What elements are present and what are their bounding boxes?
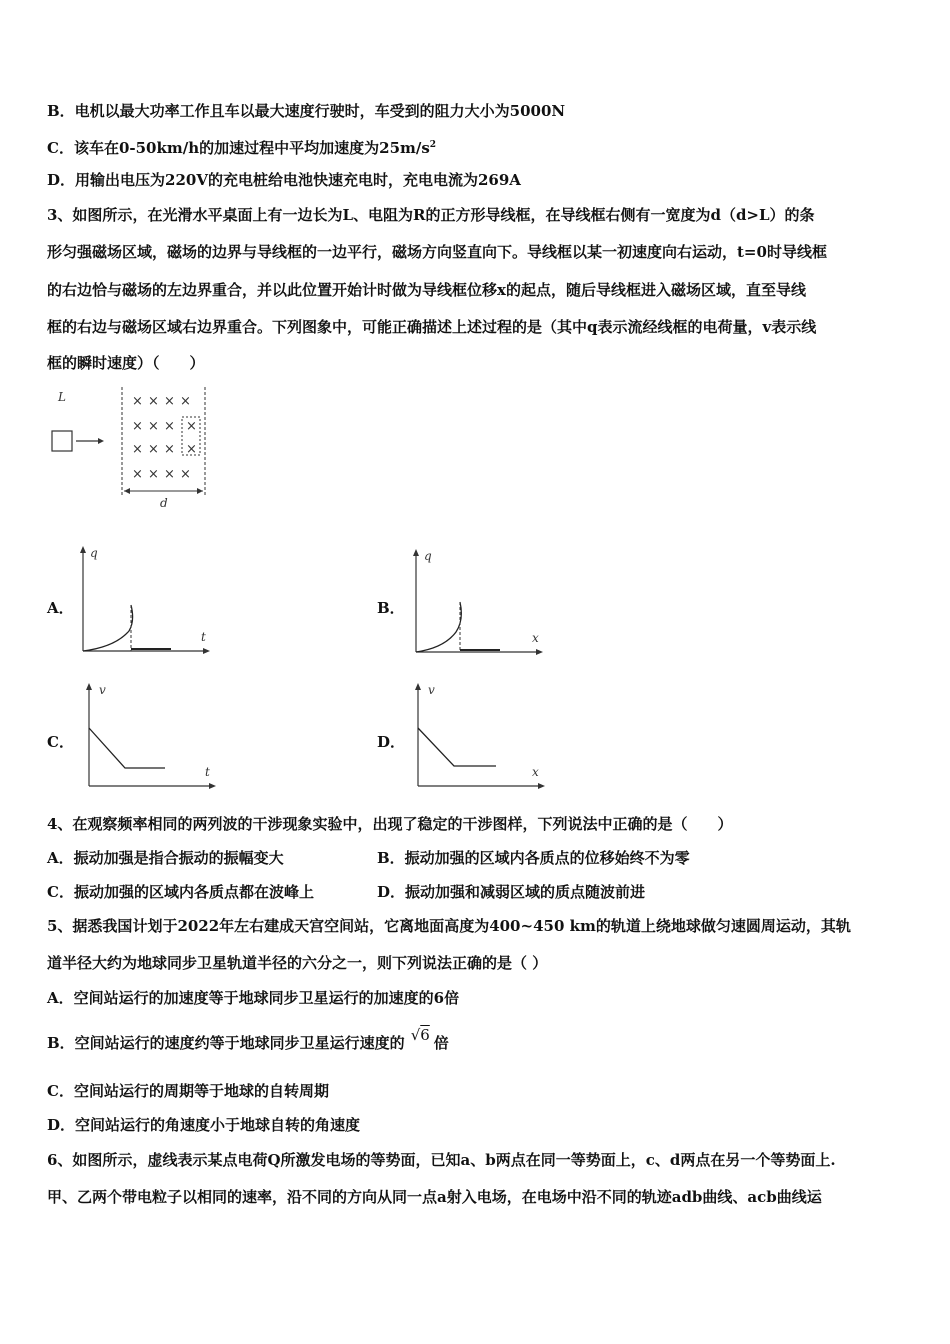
svg-text:×: × xyxy=(180,467,191,482)
svg-text:×: × xyxy=(132,467,143,482)
q3-stem-line-5: 框的瞬时速度）（ ） xyxy=(47,354,205,372)
q3-option-a-label: A． xyxy=(47,599,74,617)
y-axis-label: v xyxy=(99,683,106,697)
svg-text:×: × xyxy=(164,467,175,482)
q2-option-d: D．用输出电压为220V的充电桩给电池快速充电时，充电电流为269A xyxy=(47,171,521,189)
q5-option-a: A．空间站运行的加速度等于地球同步卫星运行的加速度的6倍 xyxy=(47,989,460,1007)
sqrt-radicand: 6 xyxy=(420,1026,430,1044)
svg-text:×: × xyxy=(164,394,175,409)
q3-option-c-label: C． xyxy=(47,733,74,751)
y-axis-label: q xyxy=(90,546,98,560)
svg-text:×: × xyxy=(148,467,159,482)
q3-stem-line-3: 的右边恰与磁场的左边界重合，并以此位置开始计时做为导线框位移x的起点，随后导线框进入磁场区域，直至导线 xyxy=(47,281,806,299)
charge-curve xyxy=(83,605,133,651)
y-axis-arrowhead xyxy=(413,549,419,556)
x-axis-arrowhead xyxy=(538,783,545,789)
svg-text:×: × xyxy=(148,442,159,457)
q6-stem-line-1: 6、如图所示，虚线表示某点电荷Q所激发电场的等势面，已知a、b两点在同一等势面上，c、d两点在另一个等势面上. xyxy=(47,1151,836,1169)
width-arrow-right xyxy=(197,488,203,494)
q2-option-c-text: C．该车在0-50km/h的加速过程中平均加速度为25m/s xyxy=(47,139,430,157)
x-axis-label: t xyxy=(201,630,206,644)
y-axis-arrowhead xyxy=(86,683,92,690)
svg-text:×: × xyxy=(164,442,175,457)
q5-option-b-suffix: 倍 xyxy=(433,1034,449,1052)
q3-graph-b xyxy=(408,546,548,658)
q4-option-a: A．振动加强是指合振动的振幅变大 xyxy=(47,849,284,867)
charge-curve xyxy=(416,602,461,652)
q3-stem-line-2: 形匀强磁场区域，磁场的边界与导线框的一边平行，磁场方向竖直向下。导线框以某一初速度向右运动，t=0时导线框 xyxy=(47,243,827,261)
svg-text:×: × xyxy=(186,419,197,434)
x-axis-arrowhead xyxy=(536,649,543,655)
q4-stem: 4、在观察频率相同的两列波的干涉现象实验中，出现了稳定的干涉图样，下列说法中正确的是（ ） xyxy=(47,815,733,833)
velocity-curve xyxy=(89,728,165,768)
q5-option-b-text: B．空间站运行的速度约等于地球同步卫星运行速度的 xyxy=(47,1034,405,1052)
q5-option-c: C．空间站运行的周期等于地球的自转周期 xyxy=(47,1082,329,1100)
svg-text:×: × xyxy=(148,419,159,434)
q3-option-b-label: B． xyxy=(377,599,405,617)
q2-option-c xyxy=(47,135,436,158)
square-side-label: L xyxy=(58,390,66,404)
q5-option-b xyxy=(47,1026,449,1053)
y-axis-arrowhead xyxy=(80,546,86,553)
x-axis-arrowhead xyxy=(203,648,210,654)
width-arrow-left xyxy=(124,488,130,494)
q3-graph-a xyxy=(75,543,215,658)
wire-square-frame xyxy=(52,431,72,451)
q2-option-b: B．电机以最大功率工作且车以最大速度行驶时，车受到的阻力大小为5000N xyxy=(47,102,566,120)
svg-text:×: × xyxy=(164,419,175,434)
field-width-label: d xyxy=(160,496,168,510)
q3-stem-line-4: 框的右边与磁场区域右边界重合。下列图象中，可能正确描述上述过程的是（其中q表示流经线框的电荷量，v表示线 xyxy=(47,318,817,336)
q4-option-b: B．振动加强的区域内各质点的位移始终不为零 xyxy=(377,849,690,867)
q6-stem-line-2: 甲、乙两个带电粒子以相同的速率，沿不同的方向从同一点a射入电场，在电场中沿不同的轨迹adb曲线、acb曲线运 xyxy=(47,1188,822,1206)
svg-text:×: × xyxy=(148,394,159,409)
q3-graph-d xyxy=(410,680,550,792)
y-axis-label: q xyxy=(424,549,432,563)
svg-text:×: × xyxy=(180,394,191,409)
q5-stem-line-2: 道半径大约为地球同步卫星轨道半径的六分之一，则下列说法正确的是（ ） xyxy=(47,954,548,972)
q3-stem-line-1: 3、如图所示，在光滑水平桌面上有一边长为L、电阻为R的正方形导线框，在导线框右侧有一宽度为d（d>L）的条 xyxy=(47,206,815,224)
q3-graph-c xyxy=(81,680,221,792)
q5-option-d: D．空间站运行的角速度小于地球自转的角速度 xyxy=(47,1116,361,1134)
velocity-arrowhead xyxy=(98,438,104,444)
svg-text:×: × xyxy=(132,394,143,409)
q5-stem-line-1: 5、据悉我国计划于2022年左右建成天宫空间站，它离地面高度为400~450 km的轨道上绕地球做匀速圆周运动，其轨 xyxy=(47,917,851,935)
q3-option-d-label: D． xyxy=(377,733,406,751)
x-axis-label: x xyxy=(532,631,539,645)
q3-field-figure xyxy=(40,385,220,515)
svg-text:×: × xyxy=(186,442,197,457)
y-axis-arrowhead xyxy=(415,683,421,690)
x-axis-label: t xyxy=(205,765,210,779)
q4-option-d: D．振动加强和减弱区域的质点随波前进 xyxy=(377,883,646,901)
q2-option-c-sup: 2 xyxy=(429,140,437,150)
velocity-curve xyxy=(418,728,496,766)
q4-option-c: C．振动加强的区域内各质点都在波峰上 xyxy=(47,883,314,901)
y-axis-label: v xyxy=(428,683,435,697)
x-axis-arrowhead xyxy=(209,783,216,789)
svg-text:×: × xyxy=(132,442,143,457)
field-cross-marks xyxy=(132,394,197,482)
x-axis-label: x xyxy=(532,765,539,779)
sqrt-symbol: √6 xyxy=(410,1026,430,1044)
svg-text:×: × xyxy=(132,419,143,434)
